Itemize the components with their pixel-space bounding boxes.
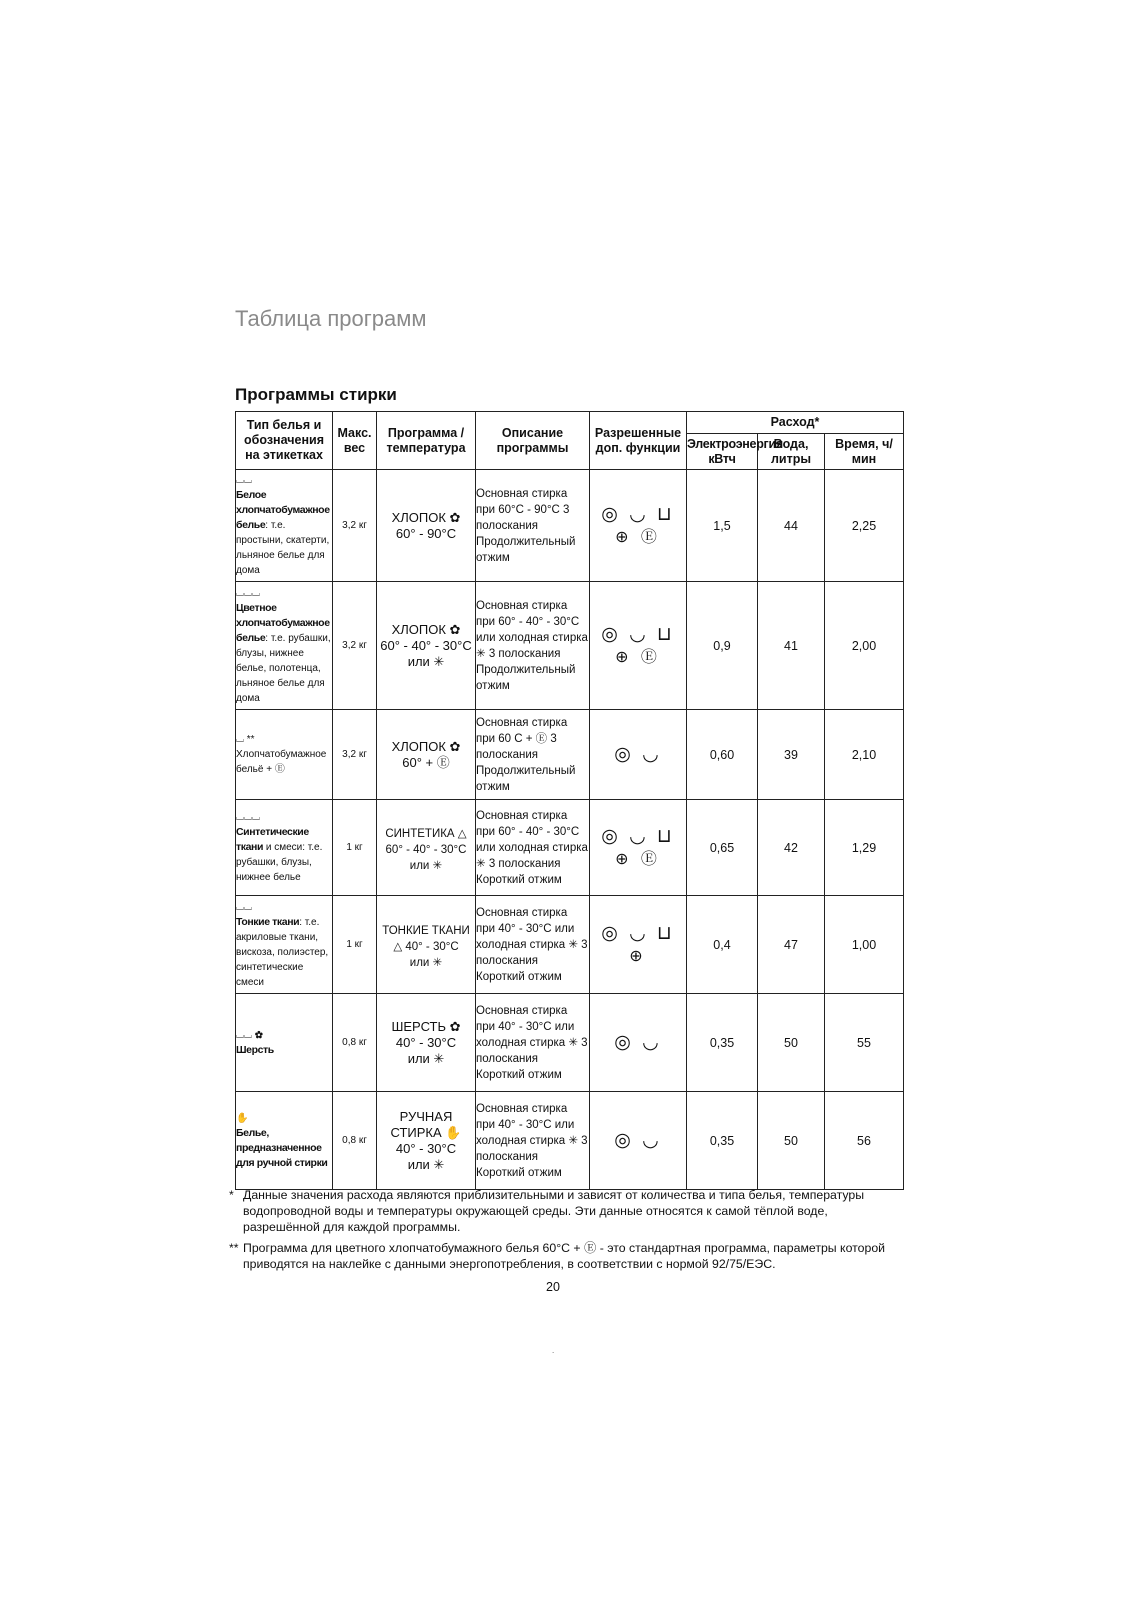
type-text: и смеси: т.е. рубашки, блузы, нижнее белье [236,842,323,883]
header-weight: Макс. вес [333,412,377,470]
care-symbols-icon: ⌴ ** [236,734,255,745]
care-symbols-icon: ⌴⌴⌴ [236,812,260,823]
description-cell: Основная стирка при 40° - 30°C или холодная стирка ✳ 3 полоскания Короткий отжим [476,994,590,1092]
weight-cell: 3,2 кг [333,582,377,710]
functions-cell [590,470,687,582]
header-description: Описание программы [476,412,590,470]
care-symbols-icon: ⌴⌴⌴ [236,587,260,599]
hand-wash-icon: ✋ [236,1112,249,1124]
program-cell [377,800,476,896]
type-cell [236,1092,333,1190]
page-title: Таблица программ [235,306,427,331]
table-row [236,994,904,1092]
care-symbols-icon: ⌴⌴ [236,901,252,913]
program-temp-alt: или ✳ [407,1050,445,1066]
table-row [236,1092,904,1190]
type-text: : т.е. простыни, скатерти, льняное белье для дома [236,520,330,576]
water-cell: 41 [758,582,825,710]
weight-cell: 0,8 кг [333,994,377,1092]
functions-cell [590,800,687,896]
type-cell [236,710,333,800]
program-name: ШЕРСТЬ ✿ [391,1018,461,1034]
function-icons-extra: ⊕ Ⓔ [615,648,661,666]
header-type: Тип белья и обозначения на этикетках [236,412,333,470]
function-icons: ◎ ◡ [614,1129,662,1151]
program-cell [377,470,476,582]
program-name: ТОНКИЕ ТКАНИ [382,924,470,937]
footnote [229,1240,897,1272]
table-row [236,800,904,896]
weight-cell: 0,8 кг [333,1092,377,1190]
type-bold: Синтетические ткани [236,826,309,853]
functions-cell [590,582,687,710]
type-bold: Белое хлопчатобумажное белье [236,489,330,531]
type-text: : т.е. рубашки, блузы, нижнее белье, полотенца, льняное белье для дома [236,632,331,704]
time-cell: 2,00 [825,582,904,710]
program-temp: △ 40° - 30°C [393,940,459,953]
program-name: СИНТЕТИКА △ [385,827,467,840]
weight-cell: 1 кг [333,896,377,994]
function-icons: ◎ ◡ ⊔ [601,503,675,525]
footnote-mark: * [229,1188,234,1202]
type-bold: Тонкие ткани [236,915,300,928]
table-row [236,582,904,710]
time-cell: 2,10 [825,710,904,800]
program-temp: 40° - 30°C [395,1140,457,1156]
description-cell: Основная стирка при 60° - 40° - 30°C или холодная стирка ✳ 3 полоскания Короткий отжим [476,800,590,896]
functions-cell [590,710,687,800]
program-cell [377,994,476,1092]
header-consumption: Расход* [687,412,904,434]
program-temp: 40° - 30°C [395,1034,457,1050]
program-name: ХЛОПОК ✿ [391,738,461,754]
header-energy: Электроэнергия кВтч [687,434,758,470]
time-cell: 56 [825,1092,904,1190]
water-cell: 42 [758,800,825,896]
function-icons: ◎ ◡ ⊔ [601,922,675,944]
footer-dot: . [552,1346,555,1355]
header-functions: Разрешенные доп. функции [590,412,687,470]
description-cell: Основная стирка при 40° - 30°C или холодная стирка ✳ 3 полоскания Короткий отжим [476,896,590,994]
description-cell: Основная стирка при 60° - 40° - 30°C или холодная стирка ✳ 3 полоскания Продолжительный отжим [476,582,590,710]
program-temp-alt: или ✳ [407,653,445,669]
program-temp: 60° + Ⓔ [402,754,450,770]
program-cell [377,896,476,994]
type-cell [236,800,333,896]
water-cell: 44 [758,470,825,582]
care-symbols-icon: ⌴⌴ ✿ [236,1029,264,1041]
footnotes [229,1187,897,1277]
function-icons-extra: ⊕ Ⓔ [615,850,661,868]
functions-cell [590,1092,687,1190]
function-icons: ◎ ◡ [614,743,662,765]
time-cell: 2,25 [825,470,904,582]
function-icons-extra: ⊕ [629,947,647,965]
type-cell [236,994,333,1092]
care-symbols-icon: ⌴⌴ [236,475,252,486]
water-cell: 50 [758,994,825,1092]
water-cell: 50 [758,1092,825,1190]
type-bold: Шерсть [236,1043,274,1056]
time-cell: 1,00 [825,896,904,994]
type-cell [236,896,333,994]
program-temp-alt: или ✳ [409,859,443,872]
program-name: РУЧНАЯ СТИРКА ✋ [390,1108,462,1140]
type-bold: Цветное хлопчатобумажное белье [236,601,330,644]
weight-cell: 3,2 кг [333,470,377,582]
program-name: ХЛОПОК ✿ [391,621,461,637]
table-row [236,896,904,994]
program-cell [377,710,476,800]
function-icons: ◎ ◡ ⊔ [601,623,675,645]
water-cell: 39 [758,710,825,800]
program-name: ХЛОПОК ✿ [391,509,461,525]
energy-cell: 0,35 [687,1092,758,1190]
function-icons: ◎ ◡ ⊔ [601,825,675,847]
description-cell: Основная стирка при 60 C + Ⓔ 3 полоскания Продолжительный отжим [476,710,590,800]
section-title: Программы стирки [235,385,397,404]
type-cell [236,582,333,710]
program-temp-alt: или ✳ [409,956,443,969]
weight-cell: 3,2 кг [333,710,377,800]
functions-cell [590,994,687,1092]
function-icons: ◎ ◡ [614,1031,662,1053]
functions-cell [590,896,687,994]
table-row [236,710,904,800]
table-row [236,470,904,582]
energy-cell: 0,60 [687,710,758,800]
energy-cell: 0,4 [687,896,758,994]
water-cell: 47 [758,896,825,994]
program-cell [377,582,476,710]
footnote-text: Программа для цветного хлопчатобумажного белья 60°C + Ⓔ - это стандартная программа, параметры которой приводятся на наклейке с данными энергопотребления, в соответствии с нормой 92/75/ЕЭС. [243,1241,886,1271]
description-cell: Основная стирка при 40° - 30°C или холодная стирка ✳ 3 полоскания Короткий отжим [476,1092,590,1190]
time-cell: 1,29 [825,800,904,896]
program-temp: 60° - 90°C [395,525,457,541]
energy-cell: 0,9 [687,582,758,710]
header-water: Вода, литры [758,434,825,470]
energy-cell: 0,65 [687,800,758,896]
description-cell: Основная стирка при 60°C - 90°C 3 полоскания Продолжительный отжим [476,470,590,582]
footnote-text: Данные значения расхода являются приблизительными и зависят от количества и типа белья, температуры водопроводной воды и температуры окружающей среды. Эти данные относятся к самой тёплой воде, разрешённой для каждой программы. [243,1188,865,1234]
program-temp: 60° - 40° - 30°C [380,637,472,653]
energy-cell: 1,5 [687,470,758,582]
type-text: : т.е. акриловые ткани, вискоза, полиэстер, синтетические смеси [236,916,329,988]
type-text: Хлопчатобумажное бельё + Ⓔ [236,749,327,775]
energy-cell: 0,35 [687,994,758,1092]
function-icons-extra: ⊕ Ⓔ [615,528,661,546]
program-temp-alt: или ✳ [407,1156,445,1172]
programs-table [235,411,904,1190]
program-temp: 60° - 40° - 30°C [385,843,467,856]
footnote [229,1187,897,1235]
weight-cell: 1 кг [333,800,377,896]
footnote-mark: ** [229,1241,239,1255]
type-bold: Белье, предназначенное для ручной стирки [236,1126,328,1169]
header-program: Программа / температура [377,412,476,470]
type-cell [236,470,333,582]
program-cell [377,1092,476,1190]
time-cell: 55 [825,994,904,1092]
page-number: 20 [546,1280,560,1294]
header-time: Время, ч/мин [825,434,904,470]
